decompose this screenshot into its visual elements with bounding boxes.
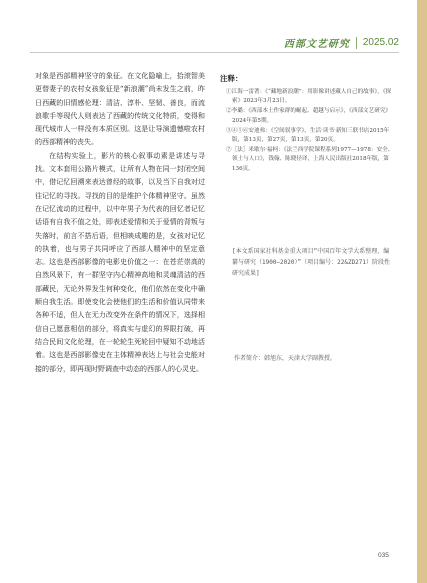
funding-note: [本文系国家社科基金重大项目“中国百年文学大系整理、编纂与研究（1900—2020）”（项目编号：22&ZD271）阶段性研究成果]	[232, 248, 391, 277]
header-rule	[30, 52, 399, 53]
notes-title: 注释：	[220, 74, 243, 83]
body-paragraph: 在结构实验上，影片的核心叙事动素是讲述与寻找。文本套用公路片模式，让所有人物在同一封闭空间中，借记忆回溯来表达曾经的故事，以及当下自我对过往记忆的寻找。寻找的目的是维护个体精神坚守。虽然在记忆流动的过程中，以中年男子为代表的回忆者记忆话语有自我不值之处，即表述爱情和关于爱情的背叛与失落时，前言不搭后语，但相映成趣的是，女孩对记忆的执着，也与男子共同呼应了西部人精神中的坚定意志。这也是西部影像的电影史价值之一：在苍茫崇高的自然风景下，有一群坚守内心精神高地和灵魂清洁的西部藏民，无论外界发生何种变化，他们依然在变化中确顺自我生活。即使变化会使他们的生活和价值认同带来各种不适，但人在无力改变外在条件的情况下，选择相信自己愿意相信的部分，将真实与虚幻的界限打破，再结合民间文化伦理，在一轮轮生死轮回中疑知不动地活着。这也是西部影像史在主体精神表达上与社会史能对接的部分，即再现时野调查中动态的西部人的心灵史。	[35, 151, 205, 373]
header-divider	[356, 37, 357, 49]
journal-name: 西部文艺研究	[283, 39, 350, 50]
body-text-column	[35, 70, 205, 376]
note-item: ①江海一雷著：《“藏地新浪潮”：用影像讲述藏人自己的故事》，《探索》2023年3月23日。	[226, 89, 392, 105]
page-number: 035	[378, 552, 389, 559]
issue-number: 2025.02	[362, 37, 399, 48]
notes-section	[220, 73, 398, 175]
note-item: ③④⑤⑥安迪弗：《空间叙事学》，生活·读书·新知三联书店2015年版，第13页，第27页，第13页，第20页。	[226, 127, 390, 144]
body-paragraph: 对象是西部精神坚守的象征。在文化隐喻上，拾滚智美更替妻子的农村女孩象征是“新浪潮”尚未发生之前，昨日西藏的旧情感伦理：清洁、淳朴、坚韧、善良，而流浪歌手等现代人则表达了西藏的传统文化特质，变得和现代城市人一样没有本质区别。这是让导演遗憾啦农村的西部精神的丧失。	[35, 72, 205, 147]
note-item: ②李璐：《西部本土作家群的崛起、超越与启示》，《西部文艺研究》2024年第5期。	[226, 108, 392, 124]
note-item: ⑦［法］米歇尔·福柯：《法兰西学院课程系列1977—1978：安全、领土与人口》，钱翰、陈晓径译，上海人民出版社2018年版，第136页。	[226, 147, 394, 172]
author-bio: 作者简介：韩旭东，天津大学副教授。	[234, 355, 337, 362]
running-header	[284, 35, 399, 50]
right-edge-bar	[417, 0, 427, 583]
